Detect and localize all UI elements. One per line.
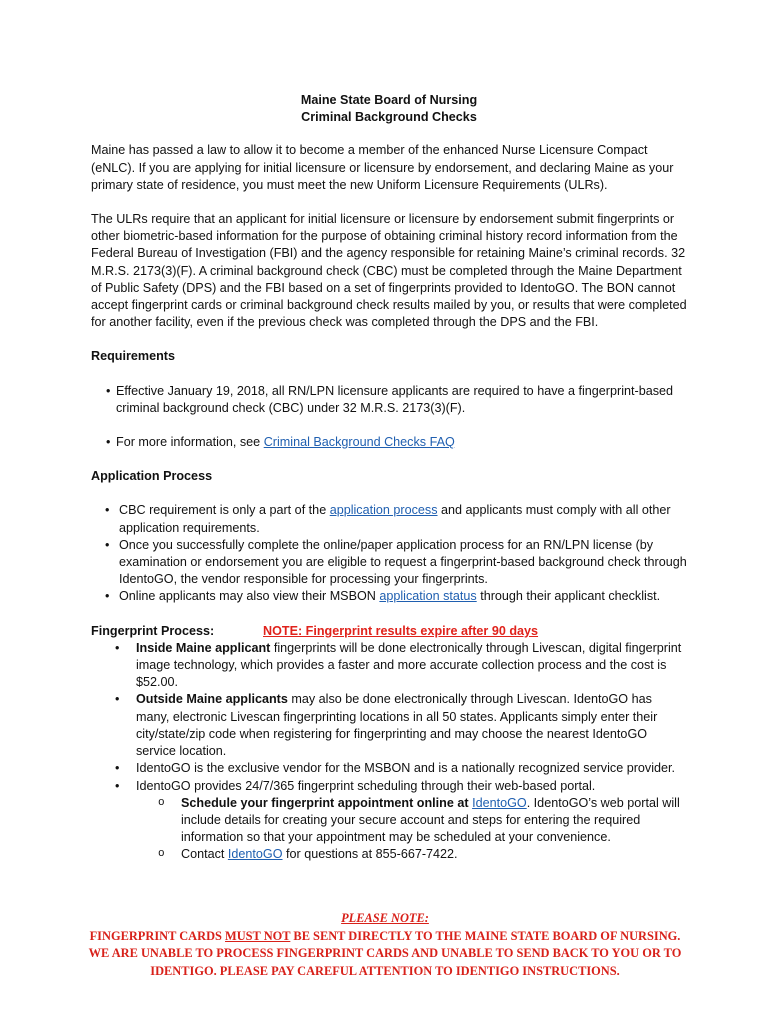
requirement-item-1: • Effective January 19, 2018, all RN/LPN licensure applicants are required to have a fingerprint-based criminal background check (CBC) under 32 M.R.S. 2173(3)(F). <box>106 383 674 415</box>
bullet-icon: • <box>106 435 111 450</box>
bullet-icon: • <box>115 640 120 655</box>
fingerprint-item-2: • Outside Maine applicants may also be done electronically through Livescan. IdentoGO has many, electronic Livescan fingerprinting locations in all 50 states. Applicants simply enter their city/state/zip code when registering for fingerprinting and may choose the nearest IdentoGO service location. <box>115 692 658 759</box>
application-status-link[interactable]: application status <box>379 589 477 604</box>
application-list <box>91 502 687 605</box>
warning-text: FINGERPRINT CARDS MUST NOT BE SENT DIRECTLY TO THE MAINE STATE BOARD OF NURSING. WE ARE UNABLE TO PROCESS FINGERPRINT CARDS AND UNABLE TO SEND BACK TO YOU OR TO IDENTIGO. PLEASE PAY CAREFUL ATTENTION TO IDENTIGO INSTRUCTIONS. <box>88 928 682 978</box>
application-item-1: • CBC requirement is only a part of the application process and applicants must comply with all other application requirements. <box>105 503 671 535</box>
bullet-icon: • <box>115 692 120 707</box>
application-process-link[interactable]: application process <box>329 503 438 518</box>
identogo-contact-link[interactable]: IdentoGO <box>227 847 283 862</box>
application-item-3: • Online applicants may also view their MSBON application status through their applicant checklist. <box>91 588 687 605</box>
intro-paragraph: Maine has passed a law to allow it to become a member of the enhanced Nurse Licensure Compact (eNLC). If you are applying for initial licensure or licensure by endorsement, and declaring Maine as your primary state of residence, you must meet the new Uniform Licensure Requirements (ULRs). <box>91 143 674 192</box>
fingerprint-item-3: • IdentoGO is the exclusive vendor for the MSBON and is a nationally recognized service provider. <box>91 760 687 777</box>
warning-notice <box>80 910 690 980</box>
doc-title-line2: Criminal Background Checks <box>301 110 477 125</box>
ulrs-paragraph: The ULRs require that an applicant for initial licensure or licensure by endorsement submit fingerprints or other biometric-based information for the purpose of obtaining criminal history record information from the Federal Bureau of Investigation (FBI) and the agency responsible for retaining Maine’s criminal records. 32 M.R.S. 2173(3)(F). A criminal background check (CBC) must be completed through the Maine Department of Public Safety (DPS) and the FBI based on a set of fingerprints provided to IdentoGO. The BON cannot accept fingerprint cards or criminal background check results mailed by you, or results that were completed for another facility, even if the previous check was completed through the DPS and the FBI. <box>91 212 687 330</box>
circle-bullet-icon: o <box>158 796 165 809</box>
document-body <box>91 92 687 864</box>
fingerprint-sub-list <box>91 795 687 864</box>
bullet-icon: • <box>106 383 111 398</box>
requirement-item-2: • For more information, see Criminal Background Checks FAQ <box>91 434 687 451</box>
fingerprint-item-4: • IdentoGO provides 24/7/365 fingerprint scheduling through their web-based portal. <box>91 778 687 795</box>
bullet-icon: • <box>105 503 110 518</box>
application-item-2: • Once you successfully complete the online/paper application process for an RN/LPN license (by examination or endorsement you are eligible to request a fingerprint-based background check through IdentoGO, the vendor responsible for processing your fingerprints. <box>105 537 687 587</box>
bullet-icon: • <box>115 761 120 776</box>
warning-heading: PLEASE NOTE: <box>341 911 429 925</box>
cbc-faq-link[interactable]: Criminal Background Checks FAQ <box>263 435 455 450</box>
fingerprint-process-label: Fingerprint Process: <box>91 623 215 638</box>
application-heading: Application Process <box>91 469 213 484</box>
bullet-icon: • <box>105 589 110 604</box>
bullet-icon: • <box>105 537 110 552</box>
fingerprint-item-1: • Inside Maine applicant fingerprints will be done electronically through Livescan, digital fingerprint image technology, which provides a faster and more accurate collection process and the cost is $52.00. <box>115 640 682 690</box>
fingerprint-sub-item-1: o Schedule your fingerprint appointment online at IdentoGO. IdentoGO’s web portal will include details for creating your secure account and steps for entering the required information so that your appointment may be scheduled at your convenience. <box>158 795 680 845</box>
fingerprint-sub-item-2: o Contact IdentoGO for questions at 855-667-7422. <box>91 846 687 863</box>
must-not-emphasis: MUST NOT <box>225 928 291 943</box>
circle-bullet-icon: o <box>158 848 165 861</box>
identogo-schedule-link[interactable]: IdentoGO <box>472 795 527 810</box>
fingerprint-expiry-note: NOTE: Fingerprint results expire after 90 days <box>263 623 539 638</box>
requirements-heading: Requirements <box>91 349 175 364</box>
bullet-icon: • <box>115 778 120 793</box>
doc-title-line1: Maine State Board of Nursing <box>300 93 478 107</box>
fingerprint-list <box>91 640 687 795</box>
fingerprint-header-row <box>91 623 687 640</box>
